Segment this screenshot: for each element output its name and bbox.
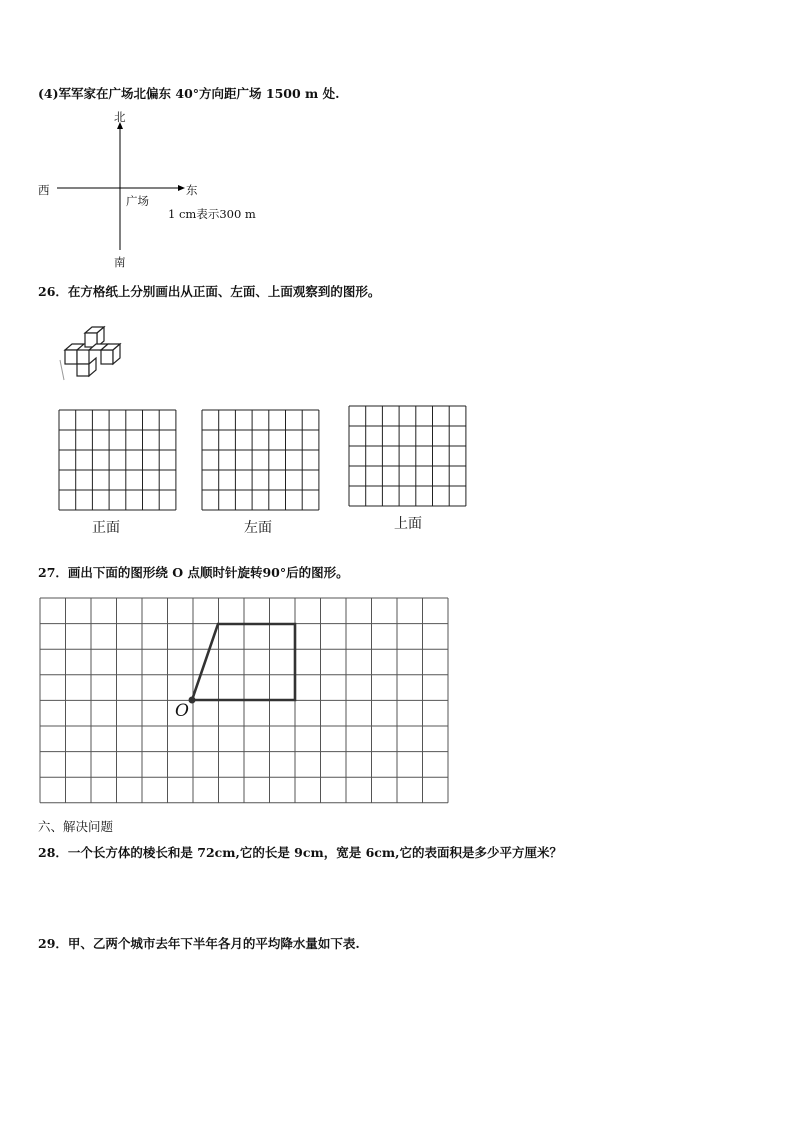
q27-text: 27．画出下面的图形绕 O 点顺时针旋转90°后的图形。 — [38, 565, 349, 580]
q26-text: 26．在方格纸上分别画出从正面、左面、上面观察到的图形。 — [38, 284, 381, 299]
compass-origin-label: 广场 — [126, 194, 149, 208]
q25-item4-text: (4)军军家在广场北偏东 40°方向距广场 1500 m 处. — [38, 86, 340, 101]
left-view-label: 左面 — [244, 520, 272, 536]
east-arrow-icon — [178, 185, 185, 191]
pivot-point-o — [189, 697, 196, 704]
pivot-label: O — [175, 701, 189, 721]
compass-south-label: 南 — [114, 255, 126, 269]
q29-text: 29．甲、乙两个城市去年下半年各月的平均降水量如下表. — [38, 936, 360, 951]
section6-title: 六、解决问题 — [38, 819, 114, 834]
compass-north-label: 北 — [114, 110, 126, 124]
compass-east-label: 东 — [186, 183, 198, 197]
compass-scale-label: 1 cm表示300 m — [168, 207, 256, 221]
compass-west-label: 西 — [38, 183, 50, 197]
quadrilateral-figure — [0, 0, 1, 1]
top-view-label: 上面 — [394, 516, 422, 532]
front-view-label: 正面 — [92, 520, 120, 536]
q28-text: 28．一个长方体的棱长和是 72cm,它的长是 9cm，宽是 6cm,它的表面积是多少平方厘米？ — [38, 845, 562, 860]
